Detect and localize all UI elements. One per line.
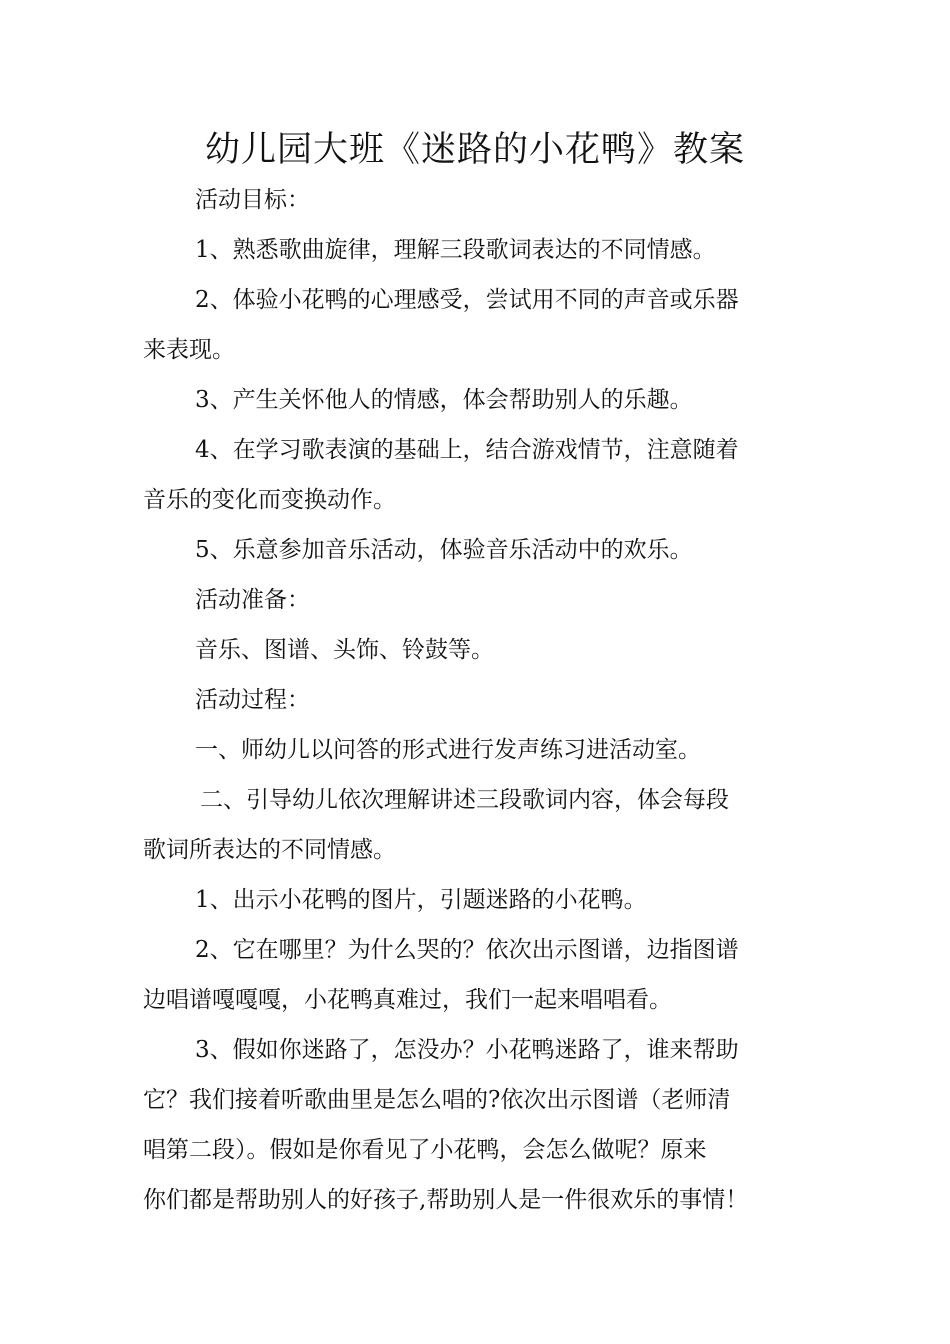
document-title: 幼儿园大班《迷路的小花鸭》教案 — [204, 130, 745, 170]
paragraph-line: 1、熟悉歌曲旋律，理解三段歌词表达的不同情感。 — [195, 237, 716, 263]
paragraph-line: 唱第二段）。假如是你看见了小花鸭，会怎么做呢？原来 — [143, 1137, 707, 1163]
paragraph-line: 1、出示小花鸭的图片，引题迷路的小花鸭。 — [195, 887, 647, 913]
paragraph-line: 边唱谱嘎嘎嘎，小花鸭真难过，我们一起来唱唱看。 — [143, 987, 672, 1013]
paragraph-line: 它？我们接着听歌曲里是怎么唱的?依次出示图谱（老师清 — [143, 1087, 731, 1113]
paragraph-line: 音乐、图谱、头饰、铃鼓等。 — [195, 637, 494, 663]
section-heading-preparation: 活动准备： — [195, 587, 310, 613]
paragraph-line: 3、产生关怀他人的情感，体会帮助别人的乐趣。 — [195, 387, 693, 413]
paragraph-line: 二、引导幼儿依次理解讲述三段歌词内容，体会每段 — [200, 787, 729, 813]
paragraph-line: 3、假如你迷路了，怎没办？小花鸭迷路了，谁来帮助 — [195, 1037, 739, 1063]
section-heading-process: 活动过程： — [195, 687, 310, 713]
paragraph-line: 4、在学习歌表演的基础上，结合游戏情节，注意随着 — [195, 437, 739, 463]
paragraph-line: 你们都是帮助别人的好孩子,帮助别人是一件很欢乐的事情！ — [143, 1187, 749, 1213]
section-heading-objectives: 活动目标： — [195, 187, 310, 213]
paragraph-line: 2、体验小花鸭的心理感受，尝试用不同的声音或乐器 — [195, 287, 739, 313]
paragraph-line: 一、师幼儿以问答的形式进行发声练习进活动室。 — [195, 737, 701, 763]
paragraph-line: 来表现。 — [143, 337, 235, 363]
paragraph-line: 歌词所表达的不同情感。 — [143, 837, 396, 863]
paragraph-line: 音乐的变化而变换动作。 — [143, 487, 396, 513]
paragraph-line: 5、乐意参加音乐活动，体验音乐活动中的欢乐。 — [195, 537, 693, 563]
paragraph-line: 2、它在哪里？为什么哭的？依次出示图谱，边指图谱 — [195, 937, 739, 963]
